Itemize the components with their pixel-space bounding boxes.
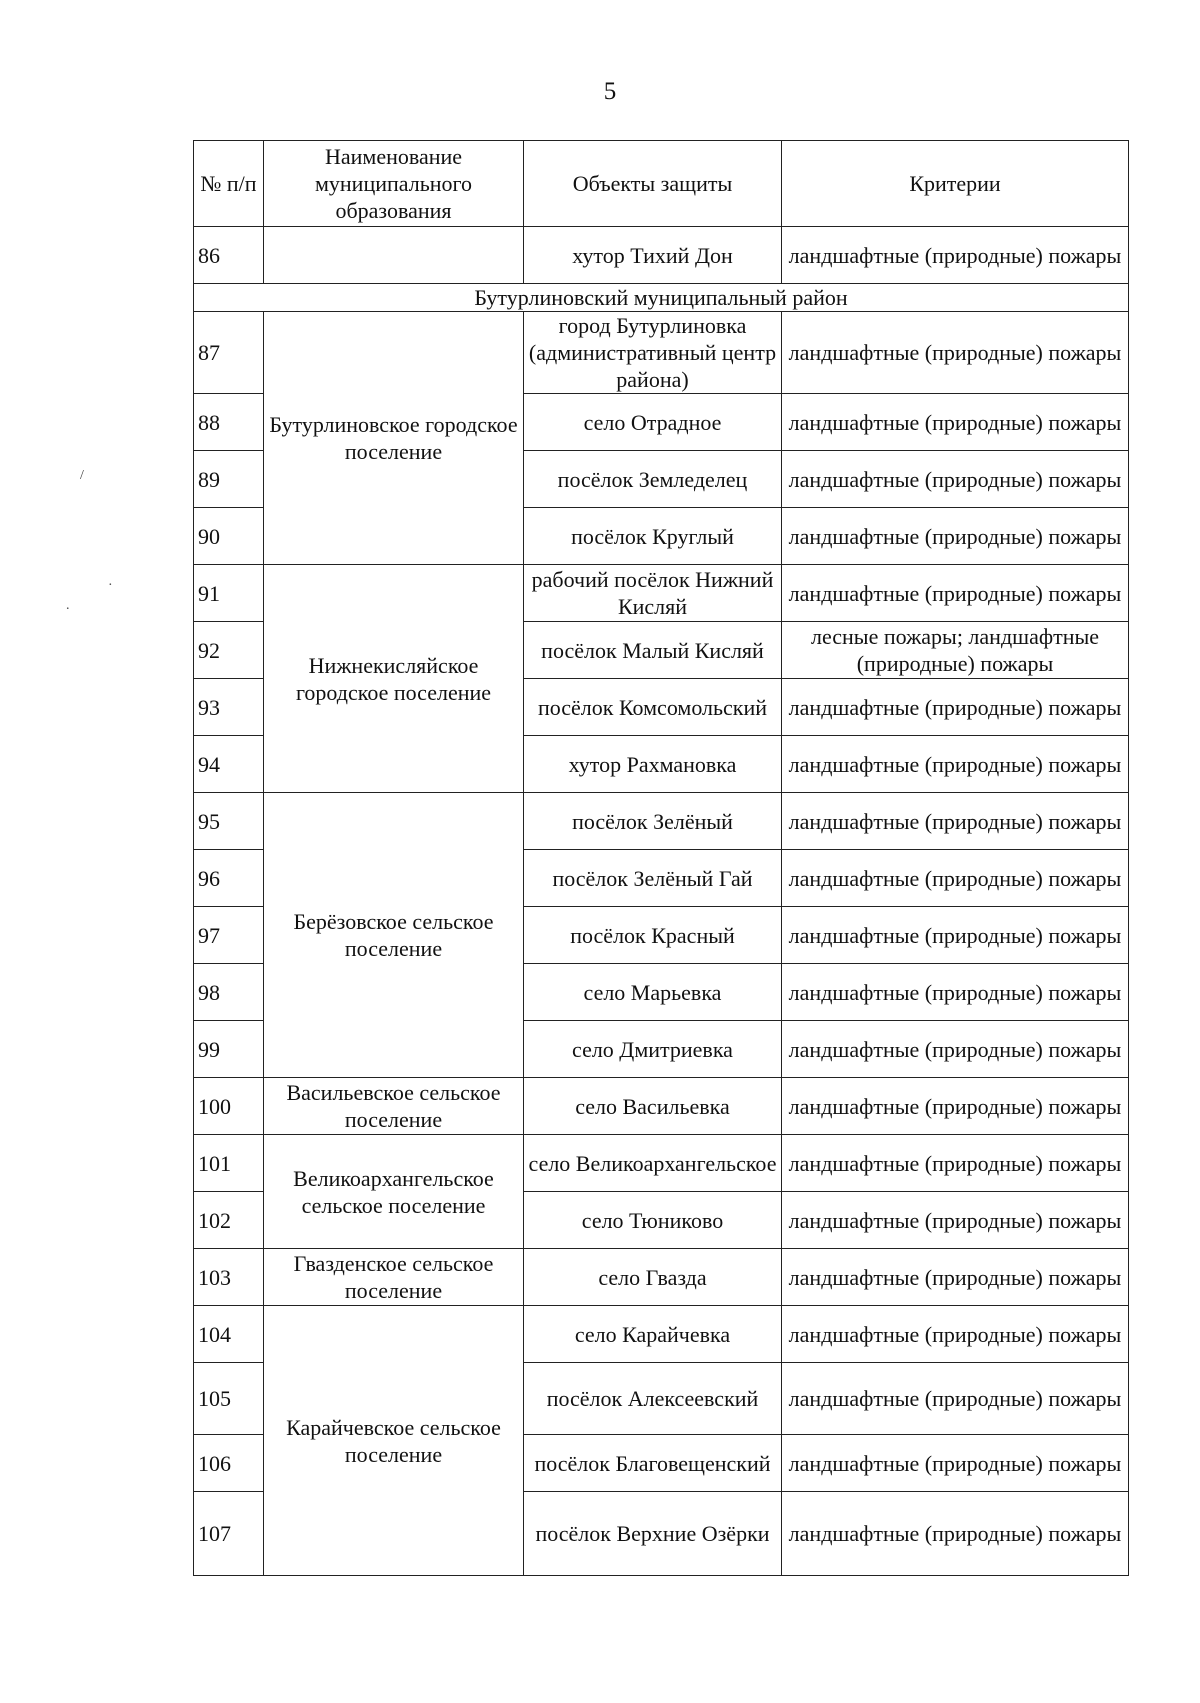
section-row (194, 284, 1129, 312)
municipality-name: Нижнекисляйское городское поселение (264, 565, 524, 793)
row-number: 105 (194, 1363, 264, 1435)
table-row (194, 1249, 1129, 1306)
row-number: 101 (194, 1135, 264, 1192)
criteria: ландшафтные (природные) пожары (782, 312, 1129, 394)
protection-object: хутор Рахмановка (524, 736, 782, 793)
municipality-name: Васильевское сельское поселение (264, 1078, 524, 1135)
municipality-name: Карайчевское сельское поселение (264, 1306, 524, 1576)
criteria: ландшафтные (природные) пожары (782, 227, 1129, 284)
row-number: 89 (194, 451, 264, 508)
protection-object: село Великоархангельское (524, 1135, 782, 1192)
municipality-name (264, 227, 524, 284)
row-number: 95 (194, 793, 264, 850)
table-row (194, 793, 1129, 850)
row-number: 106 (194, 1435, 264, 1492)
table-row (194, 1306, 1129, 1363)
table-row (194, 565, 1129, 622)
protection-object: посёлок Зелёный Гай (524, 850, 782, 907)
protection-object: село Карайчевка (524, 1306, 782, 1363)
criteria: ландшафтные (природные) пожары (782, 1435, 1129, 1492)
criteria: ландшафтные (природные) пожары (782, 1078, 1129, 1135)
row-number: 107 (194, 1492, 264, 1576)
criteria: ландшафтные (природные) пожары (782, 1021, 1129, 1078)
table-row (194, 312, 1129, 394)
row-number: 87 (194, 312, 264, 394)
table-row (194, 1078, 1129, 1135)
header-criteria: Критерии (782, 141, 1129, 227)
criteria: ландшафтные (природные) пожары (782, 1306, 1129, 1363)
criteria: ландшафтные (природные) пожары (782, 565, 1129, 622)
protection-object: посёлок Малый Кисляй (524, 622, 782, 679)
section-title: Бутурлиновский муниципальный район (194, 284, 1129, 312)
criteria: ландшафтные (природные) пожары (782, 1135, 1129, 1192)
criteria: ландшафтные (природные) пожары (782, 508, 1129, 565)
protection-object: село Отрадное (524, 394, 782, 451)
criteria: ландшафтные (природные) пожары (782, 907, 1129, 964)
row-number: 93 (194, 679, 264, 736)
protection-object: посёлок Алексеевский (524, 1363, 782, 1435)
protection-object: посёлок Красный (524, 907, 782, 964)
header-name: Наименование муниципального образования (264, 141, 524, 227)
criteria: ландшафтные (природные) пожары (782, 679, 1129, 736)
protection-object: хутор Тихий Дон (524, 227, 782, 284)
row-number: 88 (194, 394, 264, 451)
criteria: ландшафтные (природные) пожары (782, 1363, 1129, 1435)
row-number: 100 (194, 1078, 264, 1135)
row-number: 92 (194, 622, 264, 679)
criteria: ландшафтные (природные) пожары (782, 1192, 1129, 1249)
protection-object: посёлок Земледелец (524, 451, 782, 508)
protection-object: село Марьевка (524, 964, 782, 1021)
scan-mark: · (108, 578, 113, 593)
protection-object: село Васильевка (524, 1078, 782, 1135)
page-number: 5 (603, 78, 617, 105)
criteria: ландшафтные (природные) пожары (782, 1249, 1129, 1306)
row-number: 97 (194, 907, 264, 964)
protection-objects-table (193, 140, 1129, 1576)
protection-object: посёлок Верхние Озёрки (524, 1492, 782, 1576)
row-number: 96 (194, 850, 264, 907)
municipality-name: Гвазденское сельское поселение (264, 1249, 524, 1306)
protection-object: село Тюниково (524, 1192, 782, 1249)
row-number: 99 (194, 1021, 264, 1078)
criteria: ландшафтные (природные) пожары (782, 451, 1129, 508)
table-row (194, 1135, 1129, 1192)
criteria: ландшафтные (природные) пожары (782, 1492, 1129, 1576)
table-body (194, 227, 1129, 1576)
row-number: 98 (194, 964, 264, 1021)
row-number: 86 (194, 227, 264, 284)
row-number: 102 (194, 1192, 264, 1249)
header-objects: Объекты защиты (524, 141, 782, 227)
protection-object: посёлок Благовещенский (524, 1435, 782, 1492)
protection-object: село Гвазда (524, 1249, 782, 1306)
protection-object: село Дмитриевка (524, 1021, 782, 1078)
table-row (194, 227, 1129, 284)
protection-object: посёлок Зелёный (524, 793, 782, 850)
scan-mark: . (66, 598, 70, 613)
municipality-name: Берёзовское сельское поселение (264, 793, 524, 1078)
criteria: ландшафтные (природные) пожары (782, 793, 1129, 850)
criteria: ландшафтные (природные) пожары (782, 394, 1129, 451)
scan-mark: / (80, 468, 84, 483)
protection-object: посёлок Комсомольский (524, 679, 782, 736)
protection-object: посёлок Круглый (524, 508, 782, 565)
row-number: 91 (194, 565, 264, 622)
row-number: 90 (194, 508, 264, 565)
protection-object: город Бутурлиновка (административный центр района) (524, 312, 782, 394)
municipality-name: Великоархангельское сельское поселение (264, 1135, 524, 1249)
row-number: 94 (194, 736, 264, 793)
table-header-row (194, 141, 1129, 227)
header-num: № п/п (194, 141, 264, 227)
row-number: 104 (194, 1306, 264, 1363)
criteria: лесные пожары; ландшафтные (природные) пожары (782, 622, 1129, 679)
row-number: 103 (194, 1249, 264, 1306)
criteria: ландшафтные (природные) пожары (782, 964, 1129, 1021)
criteria: ландшафтные (природные) пожары (782, 736, 1129, 793)
municipality-name: Бутурлиновское городское поселение (264, 312, 524, 565)
protection-object: рабочий посёлок Нижний Кисляй (524, 565, 782, 622)
criteria: ландшафтные (природные) пожары (782, 850, 1129, 907)
